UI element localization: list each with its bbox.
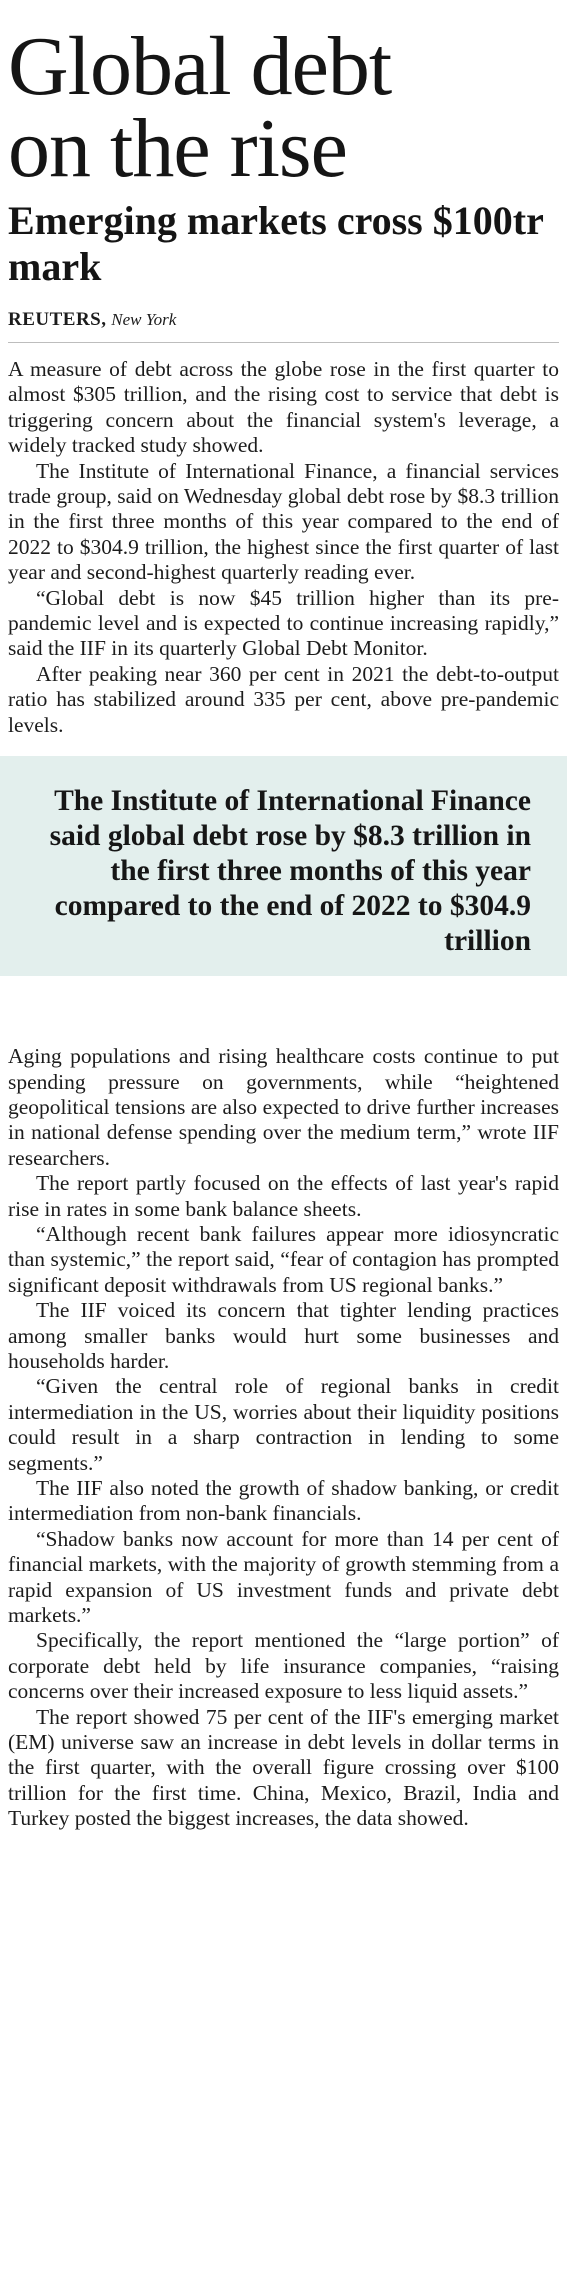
paragraph: “Global debt is now $45 trillion higher than its pre-pandemic level and is expected to continue increasing rapidly,” said the IIF in its quarterly Global Debt Monitor. bbox=[8, 585, 559, 661]
paragraph: The Institute of International Finance, a financial services trade group, said on Wednesday global debt rose by $8.3 trillion in the first three months of this year compared to the end of 2022 to $304.9 trillion, the highest since the first quarter of last year and second-highest quarterly reading ever. bbox=[8, 458, 559, 585]
byline-agency: REUTERS, bbox=[8, 309, 107, 330]
paragraph: A measure of debt across the globe rose in the first quarter to almost $305 trillion, and the rising cost to service that debt is triggering concern about the financial system's leverage, a widely tracked study showed. bbox=[8, 357, 559, 458]
paragraph: The report showed 75 per cent of the IIF's emerging market (EM) universe saw an increase in debt levels in dollar terms in the first quarter, with the overall figure crossing over $100 trillion for the first time. China, Mexico, Brazil, India and Turkey posted the biggest increases, the data showed. bbox=[8, 1704, 559, 1831]
article-body-part-2 bbox=[8, 1044, 559, 1832]
subheadline: Emerging markets cross $100tr mark bbox=[8, 198, 544, 289]
byline-place: New York bbox=[111, 310, 177, 329]
headline-line-2: on the rise bbox=[8, 102, 347, 195]
paragraph: The report partly focused on the effects of last year's rapid rise in rates in some bank balance sheets. bbox=[8, 1171, 559, 1221]
paragraph: “Shadow banks now account for more than 14 per cent of financial markets, with the majority of growth stemming from a rapid expansion of US investment funds and private debt markets.” bbox=[8, 1526, 559, 1628]
paragraph: “Given the central role of regional banks in credit intermediation in the US, worries about their liquidity positions could result in a sharp contraction in lending to some segments.” bbox=[8, 1374, 559, 1475]
paragraph: The IIF voiced its concern that tighter lending practices among smaller banks would hurt some businesses and households harder. bbox=[8, 1298, 559, 1373]
article-body-part-1 bbox=[8, 357, 559, 738]
paragraph: Aging populations and rising healthcare costs continue to put spending pressure on governments, while “heightened geopolitical tensions are also expected to drive further increases in national defense spending over the medium term,” wrote IIF researchers. bbox=[8, 1044, 559, 1170]
paragraph: Specifically, the report mentioned the “large portion” of corporate debt held by life insurance companies, “raising concerns over their increased exposure to less liquid assets.” bbox=[8, 1628, 559, 1704]
headline bbox=[8, 20, 559, 195]
paragraph: The IIF also noted the growth of shadow banking, or credit intermediation from non-bank financials. bbox=[8, 1476, 559, 1526]
headline-line-1: Global debt bbox=[8, 20, 392, 113]
paragraph: “Although recent bank failures appear more idiosyncratic than systemic,” the report said, “fear of contagion has prompted significant deposit withdrawals from US regional banks.” bbox=[8, 1221, 559, 1297]
pull-quote: The Institute of International Finance said global debt rose by $8.3 trillion in the first three months of this year compared to the end of 2022 to $304.9 trillion bbox=[0, 756, 567, 976]
byline bbox=[8, 308, 559, 343]
paragraph: After peaking near 360 per cent in 2021 the debt-to-output ratio has stabilized around 335 per cent, above pre-pandemic levels. bbox=[8, 661, 559, 737]
